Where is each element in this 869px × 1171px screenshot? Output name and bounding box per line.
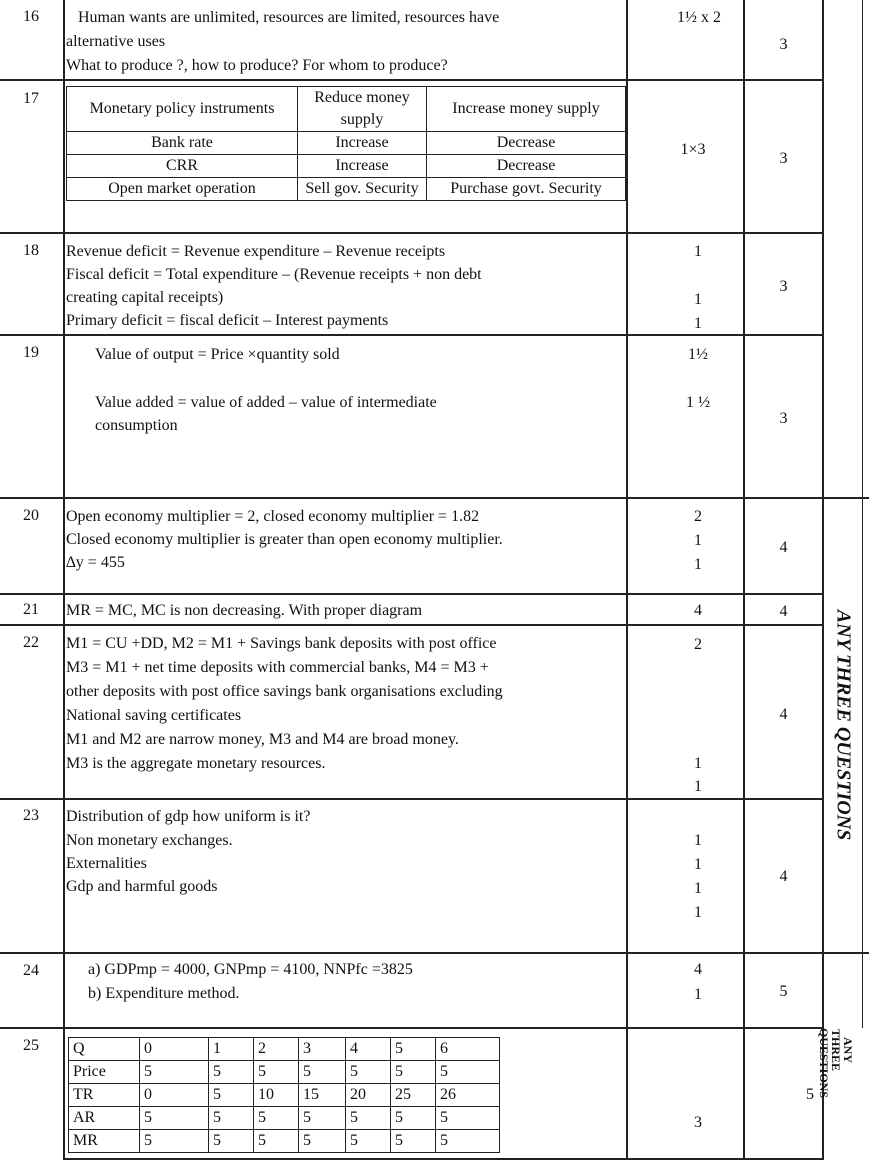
table-cell: 5 [391,1061,436,1084]
table-cell: 26 [436,1084,500,1107]
table-row [69,1130,500,1153]
row-sep [0,232,822,234]
table-cell: Decrease [427,132,626,155]
marks: 1×3 [680,141,706,158]
table-cell: 5 [346,1107,391,1130]
table-cell: 3 [299,1038,346,1061]
marks: 1 [694,532,702,549]
table-cell: Purchase govt. Security [427,178,626,201]
question-number: 20 [23,507,39,524]
table-cell: 15 [299,1084,346,1107]
answer-line: Closed economy multiplier is greater than open economy multiplier. [66,531,503,548]
answer-line: Value of output = Price ×quantity sold [95,346,340,363]
table-cell: 5 [299,1061,346,1084]
table-cell: 5 [299,1130,346,1153]
table-cell: 1 [209,1038,254,1061]
table-cell: CRR [67,155,298,178]
answer-line: M3 = M1 + net time deposits with commercial banks, M4 = M3 + [66,659,489,676]
question-number: 22 [23,634,39,651]
answer-line: Revenue deficit = Revenue expenditure – Revenue receipts [66,243,446,260]
total-marks: 4 [779,539,788,556]
table-cell: 5 [254,1061,299,1084]
marks: 3 [694,1114,702,1131]
table-cell: 0 [140,1038,209,1061]
side-label-any-three-small: ANY THREE QUESTIONS [817,1028,855,1099]
table-cell: 2 [254,1038,299,1061]
answer-line: alternative uses [66,33,166,50]
marks: 1 [694,904,702,921]
marks: 1 [694,755,702,772]
table-cell: TR [69,1084,140,1107]
question-number: 16 [23,8,39,25]
answer-line: Distribution of gdp how uniform is it? [66,808,311,825]
total-marks: 4 [779,868,788,885]
table-row [67,155,626,178]
total-marks: 3 [779,278,788,295]
marks: 1 [694,832,702,849]
total-marks: 3 [779,36,788,53]
table-cell: 5 [209,1061,254,1084]
table-cell: 5 [391,1107,436,1130]
total-marks: 3 [779,410,788,427]
table-cell: 5 [346,1130,391,1153]
table-cell: 5 [140,1107,209,1130]
marks: 1 [694,556,702,573]
table-row [69,1084,500,1107]
table-cell: 5 [346,1061,391,1084]
answer-line: Open economy multiplier = 2, closed economy multiplier = 1.82 [66,508,480,525]
table-cell: Reduce money supply [298,87,427,132]
table-cell: 5 [209,1130,254,1153]
question-number: 23 [23,807,39,824]
row-sep [0,79,822,81]
monetary-policy-table [66,86,626,201]
marks: 1½ x 2 [677,9,721,26]
table-cell: 5 [209,1084,254,1107]
table-cell: Price [69,1061,140,1084]
table-cell: Monetary policy instruments [67,87,298,132]
answer-line: b) Expenditure method. [88,985,240,1002]
answer-line: Non monetary exchanges. [66,832,233,849]
table-row [69,1061,500,1084]
table-row [67,178,626,201]
marks: 4 [694,602,702,619]
row-sep [0,952,869,954]
answer-line: M1 and M2 are narrow money, M3 and M4 are broad money. [66,731,459,748]
marks: 1 [694,778,702,795]
table-cell: AR [69,1107,140,1130]
marks: 1 [694,856,702,873]
table-row [69,1107,500,1130]
table-cell: Open market operation [67,178,298,201]
table-cell: 5 [254,1130,299,1153]
table-cell: Increase [298,155,427,178]
marks: 1 [694,986,702,1003]
table-cell: MR [69,1130,140,1153]
table-cell: Increase money supply [427,87,626,132]
answer-line: M3 is the aggregate monetary resources. [66,755,326,772]
answer-line: Human wants are unlimited, resources are limited, resources have [78,9,500,26]
marks: 2 [694,636,702,653]
table-cell: Decrease [427,155,626,178]
answer-line: Primary deficit = fiscal deficit – Interest payments [66,312,389,329]
row-sep [0,624,822,626]
row-sep [0,497,869,499]
table-cell: 10 [254,1084,299,1107]
marks: 1 [694,880,702,897]
total-marks: 4 [779,603,788,620]
table-cell: Q [69,1038,140,1061]
table-cell: 4 [346,1038,391,1061]
answer-line: Fiscal deficit = Total expenditure – (Revenue receipts + non debt [66,266,482,283]
marks: 1 [694,243,702,260]
table-cell: 5 [299,1107,346,1130]
answer-line: What to produce ?, how to produce? For whom to produce? [66,57,448,74]
answer-line: other deposits with post office savings bank organisations excluding [66,683,503,700]
revenue-table [68,1037,500,1153]
row-sep [0,1027,822,1029]
table-cell: Increase [298,132,427,155]
marks: 1 ½ [686,394,710,411]
total-marks: 3 [779,150,788,167]
total-marks: 5 [806,1086,814,1103]
total-marks: 5 [779,983,788,1000]
row-sep [0,593,822,595]
answer-line: ∆y = 455 [66,554,125,571]
answer-line: consumption [95,417,178,434]
table-cell: 20 [346,1084,391,1107]
table-cell: 5 [391,1038,436,1061]
answer-line: a) GDPmp = 4000, GNPmp = 4100, NNPfc =3825 [88,961,413,978]
table-cell: 6 [436,1038,500,1061]
table-row [67,132,626,155]
answer-line: Gdp and harmful goods [66,878,218,895]
question-number: 21 [23,601,39,618]
table-cell: 5 [391,1130,436,1153]
table-cell: Bank rate [67,132,298,155]
table-cell: 5 [436,1061,500,1084]
question-number: 24 [23,962,39,979]
total-marks: 4 [779,706,788,723]
table-cell: 5 [140,1130,209,1153]
table-cell: 25 [391,1084,436,1107]
answer-line: Externalities [66,855,147,872]
answer-line: National saving certificates [66,707,242,724]
answer-line: Value added = value of added – value of intermediate [95,394,437,411]
table-cell: 5 [436,1130,500,1153]
marks: 1 [694,315,702,332]
question-number: 25 [23,1037,39,1054]
border-right [862,0,863,1028]
marks: 1½ [688,346,708,363]
side-label-any-three: ANY THREE QUESTIONS [832,609,855,841]
answer-line: MR = MC, MC is non decreasing. With proper diagram [66,602,423,619]
table-cell: 5 [209,1107,254,1130]
marks: 4 [694,961,702,978]
table-cell: 5 [254,1107,299,1130]
table-row [69,1038,500,1061]
question-number: 18 [23,242,39,259]
marks: 2 [694,508,702,525]
border-left [63,0,65,1160]
question-number: 17 [23,90,39,107]
marks: 1 [694,291,702,308]
answer-line: creating capital receipts) [66,289,224,306]
border-marks [626,0,628,1160]
answer-line: M1 = CU +DD, M2 = M1 + Savings bank deposits with post office [66,635,497,652]
table-cell: 0 [140,1084,209,1107]
row-sep [63,1158,823,1160]
table-cell: 5 [140,1061,209,1084]
table-row [67,87,626,132]
table-cell: 5 [436,1107,500,1130]
table-cell: Sell gov. Security [298,178,427,201]
question-number: 19 [23,344,39,361]
